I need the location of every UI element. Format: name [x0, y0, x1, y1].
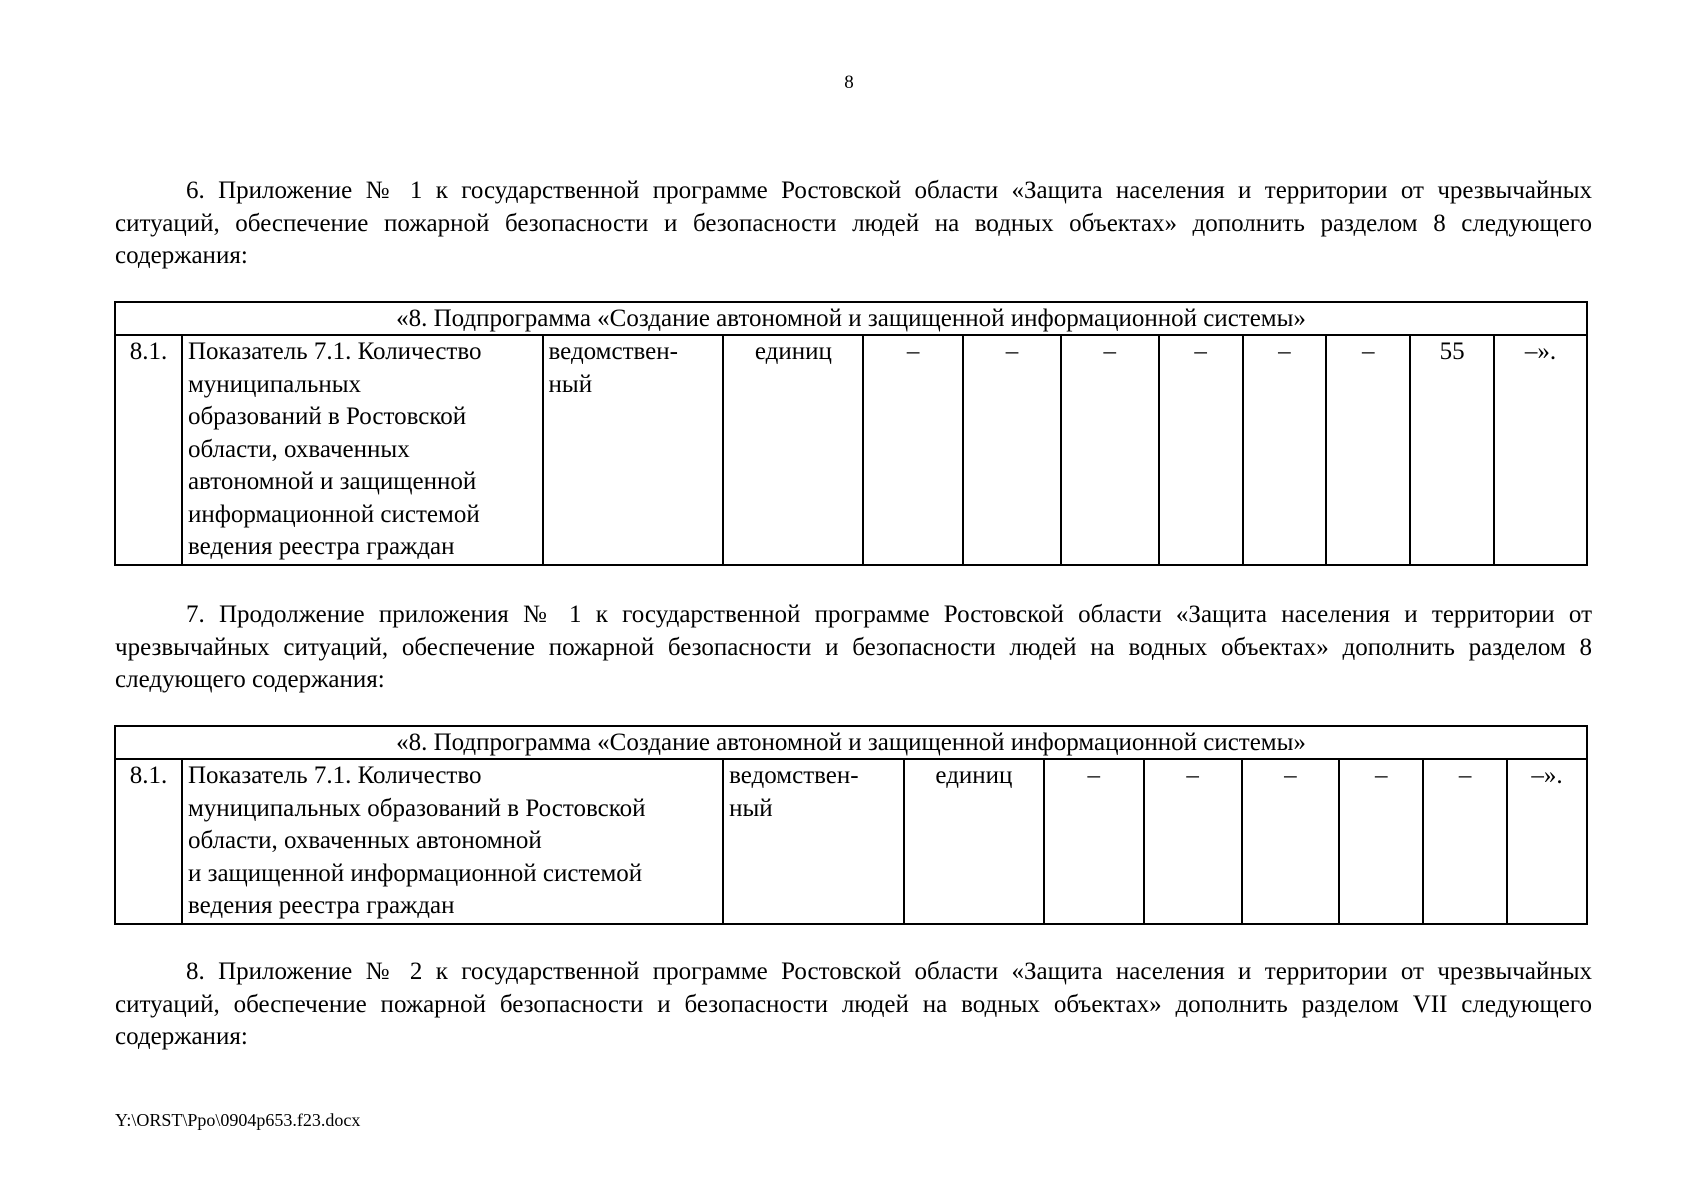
indicator-type: ведомствен- ный	[543, 335, 724, 565]
value-cell: –	[1326, 335, 1410, 565]
value-cell: –	[963, 335, 1061, 565]
paragraph-8: 8. Приложение № 2 к государственной программе Ростовской области «Защита населения и территории от чрезвычайных ситуаций, обеспечение пожарной безопасности и безопасности людей на водных объектах» дополнить разделом VII следующего содержания:	[115, 958, 1592, 1050]
value-cell: –	[1159, 335, 1243, 565]
table-title-row	[115, 726, 1587, 759]
indicator-name: Показатель 7.1. Количество муниципальных образований в Ростовской области, охваченных автономной и защищенной информационной системой ведения реестра граждан	[182, 759, 723, 924]
value-cell: –	[1242, 759, 1340, 924]
row-number: 8.1.	[115, 335, 182, 565]
value-cell: –	[1044, 759, 1144, 924]
subprogram-title: «8. Подпрограмма «Создание автономной и защищенной информационной системы»	[115, 302, 1587, 335]
table-row	[115, 335, 1587, 565]
value-cell: –	[1423, 759, 1507, 924]
paragraph-7: 7. Продолжение приложения № 1 к государственной программе Ростовской области «Защита населения и территории от чрезвычайных ситуаций, обеспечение пожарной безопасности и безопасности людей на водных объектах» дополнить разделом 8 следующего содержания:	[115, 601, 1592, 693]
value-cell: –	[1061, 335, 1159, 565]
indicator-table-1	[114, 301, 1588, 566]
table-title-row	[115, 302, 1587, 335]
page-number: 8	[844, 72, 854, 93]
value-cell: 55	[1410, 335, 1494, 565]
value-cell: –	[1243, 335, 1327, 565]
value-cell: –	[1339, 759, 1423, 924]
unit: единиц	[723, 335, 863, 565]
row-number: 8.1.	[115, 759, 182, 924]
table-row	[115, 759, 1587, 924]
indicator-table-2	[114, 725, 1588, 925]
paragraph-6: 6. Приложение № 1 к государственной программе Ростовской области «Защита населения и территории от чрезвычайных ситуаций, обеспечение пожарной безопасности и безопасности людей на водных объектах» дополнить разделом 8 следующего содержания:	[115, 177, 1592, 269]
value-cell: –	[1144, 759, 1242, 924]
value-cell: –».	[1507, 759, 1587, 924]
value-cell: –».	[1494, 335, 1587, 565]
indicator-name: Показатель 7.1. Количество муниципальных образований в Ростовской области, охваченных автономной и защищенной информационной системой ведения реестра граждан	[182, 335, 543, 565]
subprogram-title: «8. Подпрограмма «Создание автономной и защищенной информационной системы»	[115, 726, 1587, 759]
indicator-type: ведомствен- ный	[723, 759, 904, 924]
unit: единиц	[904, 759, 1044, 924]
value-cell: –	[863, 335, 963, 565]
file-path-footer: Y:\ORST\Ppo\0904p653.f23.docx	[115, 1110, 361, 1130]
